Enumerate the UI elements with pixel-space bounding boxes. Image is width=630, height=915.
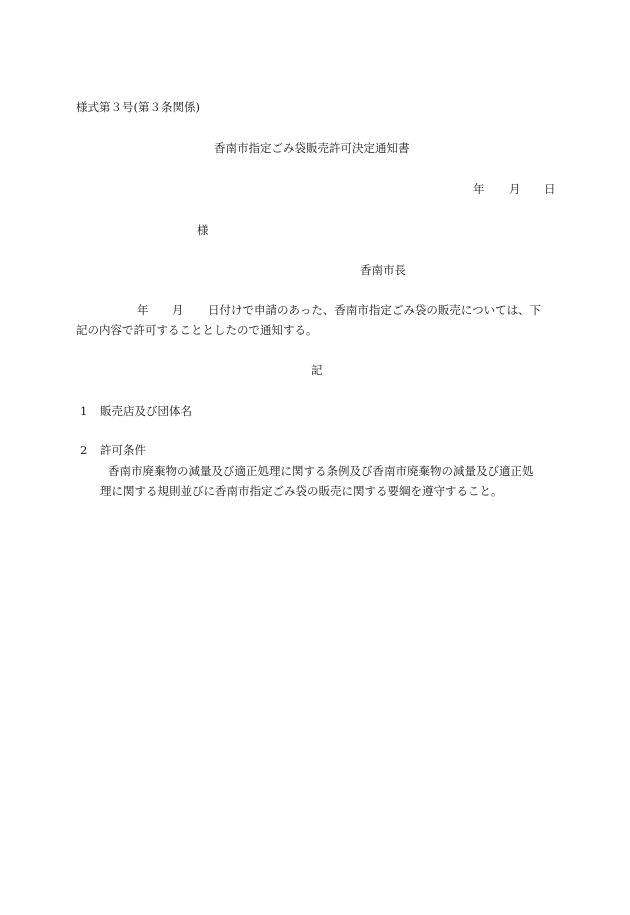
form-number: 様式第３号(第３条関係) <box>76 100 200 114</box>
item-number: 1 <box>80 404 88 418</box>
conditions-text-line1: 香南市廃棄物の減量及び適正処理に関する条例及び香南市廃棄物の減量及び適正処 <box>108 464 534 478</box>
addressee-suffix: 様 <box>197 223 209 237</box>
item-title-shop-name: 販売店及び団体名 <box>100 404 192 418</box>
ki-heading: 記 <box>311 363 323 377</box>
body-year-label: 年 <box>137 303 149 317</box>
date-month-label: 月 <box>509 182 521 196</box>
date-day-label: 日 <box>544 182 556 196</box>
document-title: 香南市指定ごみ袋販売許可決定通知書 <box>214 141 410 155</box>
date-year-label: 年 <box>473 182 485 196</box>
issuer-name: 香南市長 <box>360 263 406 277</box>
conditions-text-line2: 理に関する規則並びに香南市指定ごみ袋の販売に関する要綱を遵守すること。 <box>100 484 503 498</box>
item-title-conditions: 許可条件 <box>100 443 146 457</box>
body-text-line1: 日付けで申請のあった、香南市指定ごみ袋の販売については、下 <box>208 303 542 317</box>
body-month-label: 月 <box>172 303 184 317</box>
item-number: 2 <box>80 443 88 457</box>
body-text-line2: 記の内容で許可することとしたので通知する。 <box>76 323 318 337</box>
